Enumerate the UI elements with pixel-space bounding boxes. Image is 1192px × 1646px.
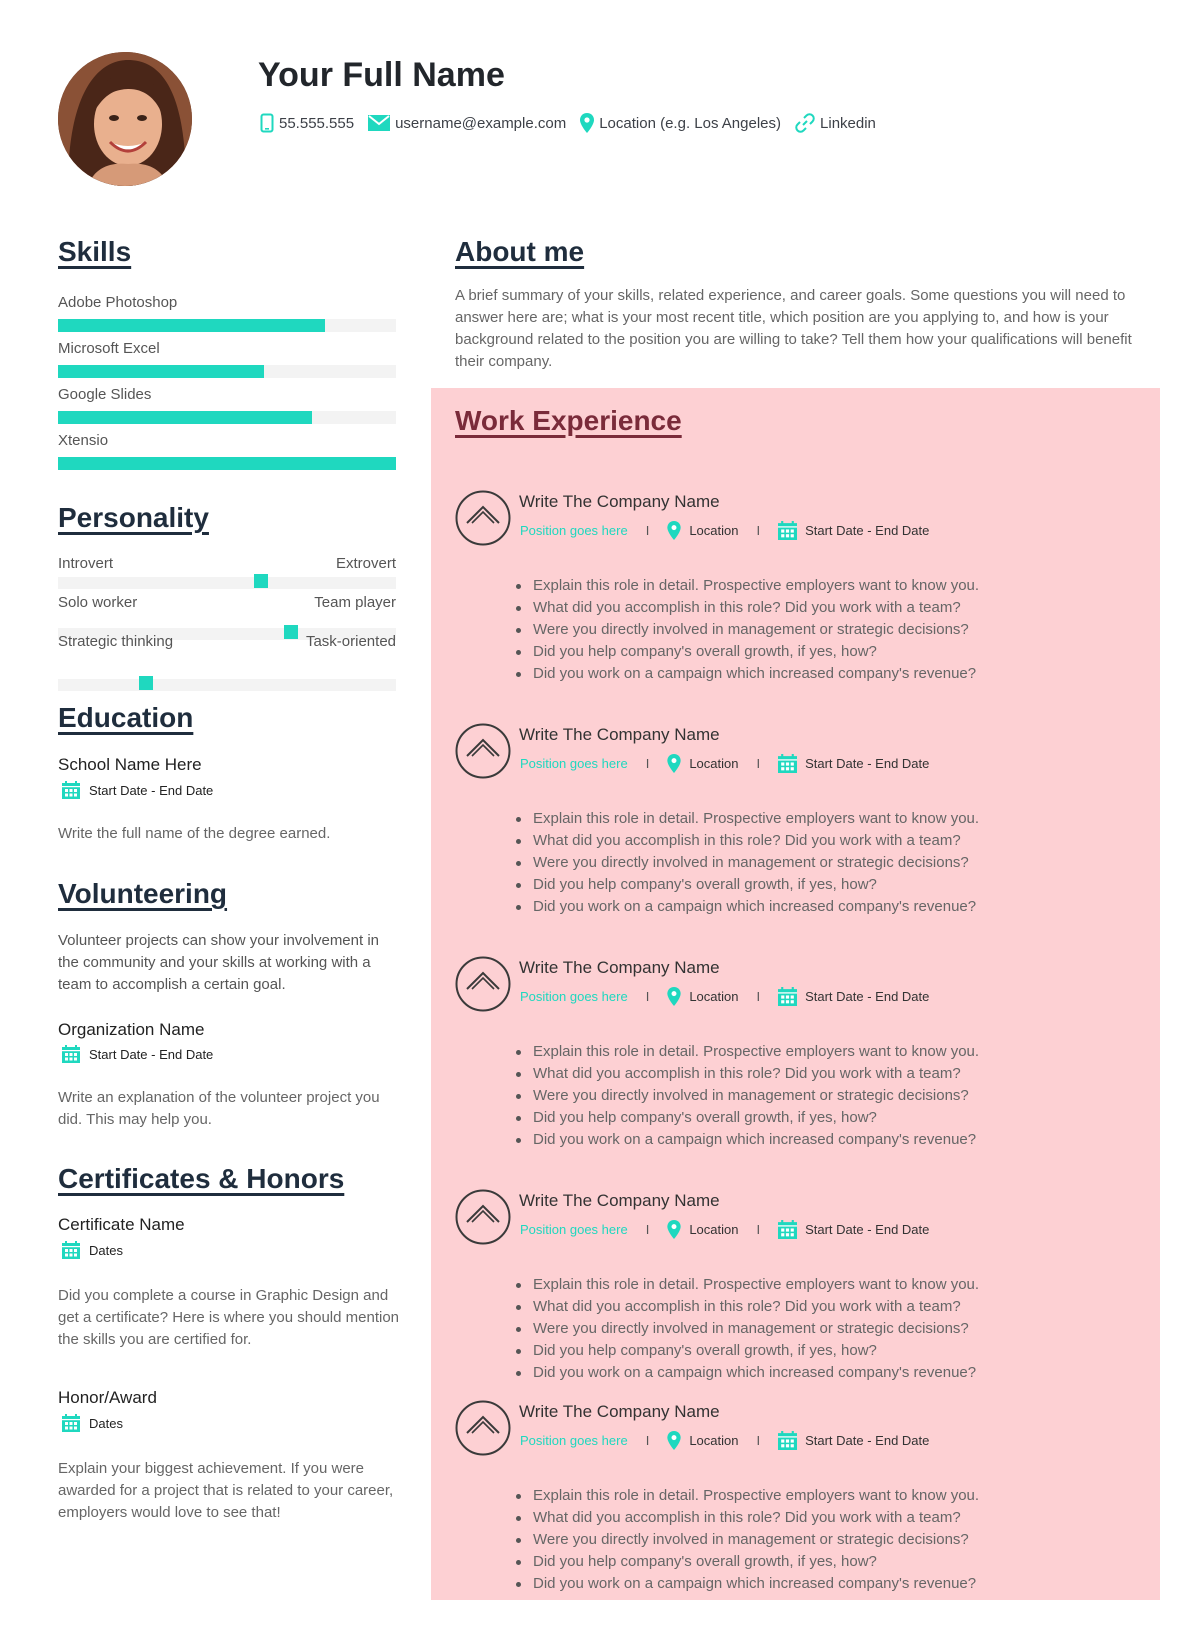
skill-bar-fill: [58, 411, 312, 424]
honor-dates: [62, 1414, 123, 1432]
job-location: Location: [689, 989, 739, 1004]
skill-label: Xtensio: [58, 432, 109, 449]
job-bullet: Did you help company's overall growth, if yes, how?: [533, 641, 979, 663]
volunteering-dates: [62, 1045, 213, 1063]
volunteering-heading: Volunteering: [58, 878, 228, 909]
certificate-dates-text: Dates: [89, 1242, 123, 1258]
position-title: Position goes here: [520, 989, 628, 1004]
company-logo: [455, 1400, 511, 1461]
job-bullet: Did you work on a campaign which increased company's revenue?: [533, 1362, 979, 1384]
trait-slider-marker: [139, 676, 153, 690]
job-dates: Start Date - End Date: [805, 989, 930, 1004]
job-bullet: Explain this role in detail. Prospective employers want to know you.: [533, 575, 979, 597]
company-logo-icon: [455, 1400, 511, 1456]
company-logo-icon: [455, 1189, 511, 1245]
contact-email[interactable]: [368, 115, 566, 132]
job-bullet: What did you accomplish in this role? Did you work with a team?: [533, 1507, 979, 1529]
job-bullet: Explain this role in detail. Prospective employers want to know you.: [533, 1274, 979, 1296]
phone-text: 55.555.555: [279, 114, 355, 132]
location-text: Location (e.g. Los Angeles): [599, 114, 782, 132]
job-bullet: Were you directly involved in management or strategic decisions?: [533, 1318, 979, 1340]
calendar-icon: [62, 1241, 80, 1259]
company-logo-icon: [455, 956, 511, 1012]
company-logo: [455, 1189, 511, 1250]
calendar-icon: [778, 754, 797, 773]
job-bullet: Explain this role in detail. Prospective employers want to know you.: [533, 1041, 979, 1063]
job-bullet: What did you accomplish in this role? Did you work with a team?: [533, 1063, 979, 1085]
email-text: username@example.com: [395, 114, 567, 132]
trait-labels: [58, 594, 396, 611]
location-pin-icon: [580, 113, 594, 133]
trait-labels: [58, 555, 396, 572]
job-bullet: What did you accomplish in this role? Did you work with a team?: [533, 1296, 979, 1318]
trait-right-label: Task-oriented: [305, 633, 396, 650]
email-icon: [368, 115, 390, 131]
honor-name: Honor/Award: [58, 1388, 157, 1407]
job-bullets: [533, 1274, 979, 1384]
job-meta: [520, 1220, 929, 1239]
skill-bar-fill: [58, 457, 396, 470]
job-dates: Start Date - End Date: [805, 1433, 930, 1448]
job-bullet: Were you directly involved in management or strategic decisions?: [533, 1529, 979, 1551]
trait-slider-track: [58, 577, 396, 589]
job-bullets: [533, 1041, 979, 1151]
job-bullet: Did you work on a campaign which increased company's revenue?: [533, 663, 979, 685]
trait-left-label: Strategic thinking: [58, 633, 174, 650]
meta-separator: I: [645, 989, 650, 1004]
company-logo-icon: [455, 723, 511, 779]
skills-heading: Skills: [58, 236, 132, 267]
job-bullets: [533, 575, 979, 685]
education-dates: [62, 781, 213, 799]
meta-separator: I: [645, 523, 650, 538]
linkedin-text: Linkedin: [820, 114, 876, 132]
meta-separator: I: [756, 1222, 761, 1237]
job-location: Location: [689, 756, 739, 771]
trait-left-label: Introvert: [58, 555, 114, 572]
contact-bar: [260, 112, 890, 134]
trait-right-label: Team player: [314, 594, 396, 611]
calendar-icon: [778, 1220, 797, 1239]
trait-right-label: Extrovert: [335, 555, 396, 572]
position-title: Position goes here: [520, 756, 628, 771]
job-bullet: What did you accomplish in this role? Did you work with a team?: [533, 597, 979, 619]
company-name: Write The Company Name: [519, 1191, 720, 1210]
volunteering-description: Write an explanation of the volunteer project you did. This may help you.: [58, 1089, 380, 1128]
meta-separator: I: [645, 756, 650, 771]
meta-separator: I: [756, 523, 761, 538]
volunteering-intro: Volunteer projects can show your involvement in the community and your skills at working with a team to accomplish a certain goal.: [58, 932, 380, 993]
company-name: Write The Company Name: [519, 1402, 720, 1421]
meta-separator: I: [645, 1222, 650, 1237]
location-pin-icon: [667, 521, 681, 540]
job-dates: Start Date - End Date: [805, 1222, 930, 1237]
certificate-dates: [62, 1241, 123, 1259]
job-meta: [520, 987, 929, 1006]
company-name: Write The Company Name: [519, 492, 720, 511]
job-meta: [520, 754, 929, 773]
job-bullet: Did you work on a campaign which increased company's revenue?: [533, 1573, 979, 1595]
skill-bar-fill: [58, 365, 264, 378]
location-pin-icon: [667, 1220, 681, 1239]
position-title: Position goes here: [520, 1433, 628, 1448]
about-heading: About me: [455, 236, 585, 267]
job-meta: [520, 521, 929, 540]
calendar-icon: [62, 1414, 80, 1432]
job-bullets: [533, 808, 979, 918]
company-name: Write The Company Name: [519, 725, 720, 744]
job-bullet: Were you directly involved in management or strategic decisions?: [533, 619, 979, 641]
skill-bar-track: [58, 411, 396, 424]
trait-left-label: Solo worker: [58, 594, 138, 611]
job-entry: [455, 723, 1155, 923]
position-title: Position goes here: [520, 523, 628, 538]
calendar-icon: [778, 987, 797, 1006]
skill-label: Google Slides: [58, 386, 152, 403]
trait-slider-track: [58, 679, 396, 691]
job-bullet: Explain this role in detail. Prospective employers want to know you.: [533, 808, 979, 830]
job-bullet: Did you help company's overall growth, if yes, how?: [533, 1340, 979, 1362]
honor-dates-text: Dates: [89, 1415, 123, 1431]
company-logo: [455, 956, 511, 1017]
volunteering-dates-text: Start Date - End Date: [89, 1046, 214, 1062]
job-bullet: Were you directly involved in management or strategic decisions?: [533, 852, 979, 874]
honor-description: Explain your biggest achievement. If you were awarded for a project that is related to your career, employers would love to see that!: [58, 1460, 394, 1521]
job-bullet: Did you help company's overall growth, if yes, how?: [533, 1551, 979, 1573]
job-bullet: Were you directly involved in management or strategic decisions?: [533, 1085, 979, 1107]
work-experience-heading: Work Experience: [455, 405, 682, 436]
job-bullet: Did you help company's overall growth, if yes, how?: [533, 1107, 979, 1129]
job-entry: [455, 956, 1155, 1156]
company-name: Write The Company Name: [519, 958, 720, 977]
skill-bar-track: [58, 457, 396, 470]
job-location: Location: [689, 523, 739, 538]
degree-text: Write the full name of the degree earned.: [58, 825, 331, 842]
job-meta: [520, 1431, 929, 1450]
education-dates-text: Start Date - End Date: [89, 782, 214, 798]
skill-bar-fill: [58, 319, 325, 332]
trait-labels: [58, 633, 396, 650]
job-bullet: What did you accomplish in this role? Did you work with a team?: [533, 830, 979, 852]
company-logo: [455, 723, 511, 784]
full-name: Your Full Name: [258, 56, 505, 94]
job-entry: [455, 490, 1155, 690]
job-bullet: Did you help company's overall growth, if yes, how?: [533, 874, 979, 896]
job-entry: [455, 1400, 1155, 1600]
calendar-icon: [62, 1045, 80, 1063]
job-entry: [455, 1189, 1155, 1389]
job-bullet: Did you work on a campaign which increased company's revenue?: [533, 896, 979, 918]
meta-separator: I: [756, 1433, 761, 1448]
school-name: School Name Here: [58, 755, 202, 774]
contact-location[interactable]: [580, 113, 781, 133]
organization-name: Organization Name: [58, 1020, 205, 1039]
trait-slider-marker: [254, 574, 268, 588]
job-bullet: Did you work on a campaign which increased company's revenue?: [533, 1129, 979, 1151]
job-bullet: Explain this role in detail. Prospective employers want to know you.: [533, 1485, 979, 1507]
meta-separator: I: [756, 989, 761, 1004]
position-title: Position goes here: [520, 1222, 628, 1237]
meta-separator: I: [756, 756, 761, 771]
education-heading: Education: [58, 702, 194, 733]
job-bullets: [533, 1485, 979, 1595]
calendar-icon: [778, 1431, 797, 1450]
skill-label: Adobe Photoshop: [58, 294, 178, 311]
job-dates: Start Date - End Date: [805, 523, 930, 538]
location-pin-icon: [667, 987, 681, 1006]
company-logo-icon: [455, 490, 511, 546]
certificate-description: Did you complete a course in Graphic Design and get a certificate? Here is where you should mention the skills you are certified for.: [58, 1287, 400, 1348]
link-icon: [795, 113, 815, 133]
profile-photo: [58, 52, 192, 186]
personality-heading: Personality: [58, 502, 209, 533]
location-pin-icon: [667, 754, 681, 773]
skill-bar-track: [58, 319, 396, 332]
contact-linkedin[interactable]: [795, 113, 876, 133]
calendar-icon: [62, 781, 80, 799]
skill-label: Microsoft Excel: [58, 340, 160, 357]
certificate-name: Certificate Name: [58, 1215, 185, 1234]
location-pin-icon: [667, 1431, 681, 1450]
calendar-icon: [778, 521, 797, 540]
skill-bar-track: [58, 365, 396, 378]
job-location: Location: [689, 1433, 739, 1448]
certificates-heading: Certificates & Honors: [58, 1163, 345, 1194]
about-text: A brief summary of your skills, related experience, and career goals. Some questions you will need to answer here are; what is your most recent title, which position are you applying to, and how is your background related to the position you are willing to take? Tell them how your qualifications will benefit their company.: [455, 287, 1132, 370]
job-dates: Start Date - End Date: [805, 756, 930, 771]
phone-icon: [260, 113, 274, 133]
meta-separator: I: [645, 1433, 650, 1448]
contact-phone[interactable]: [260, 113, 354, 133]
company-logo: [455, 490, 511, 551]
job-location: Location: [689, 1222, 739, 1237]
